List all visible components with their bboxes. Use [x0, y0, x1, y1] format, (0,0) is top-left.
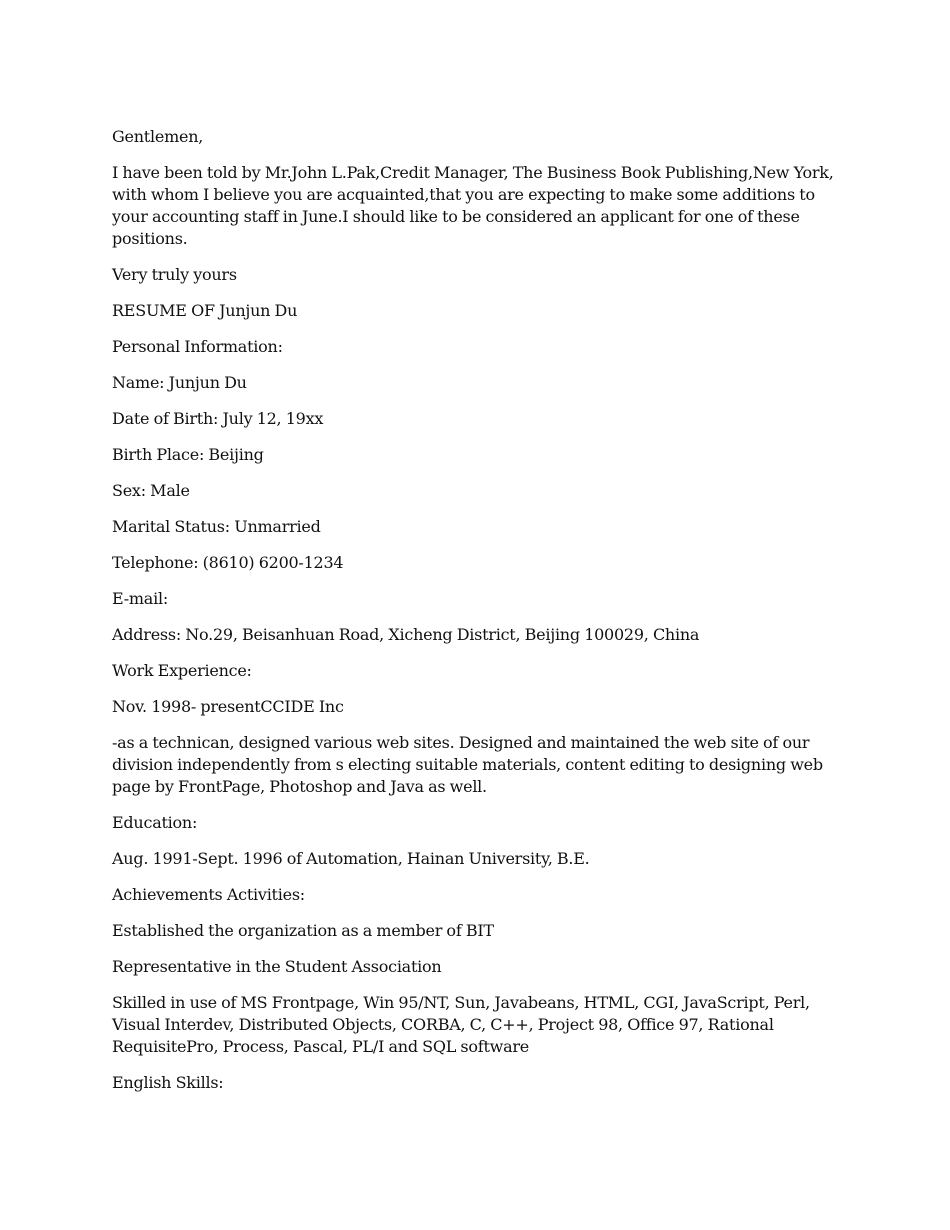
letter-body: I have been told by Mr.John L.Pak,Credit Manager, The Business Book Publishing,New York, with whom I believe you are acquainted,that you are expecting to make some additions to your accounting staff in June.I should like to be considered an applicant for one of these positions.: [112, 163, 834, 248]
achievements-heading: Achievements Activities:: [112, 885, 305, 904]
education-heading: Education:: [112, 813, 198, 832]
personal-info-heading: Personal Information:: [112, 337, 283, 356]
name-line: Name: Junjun Du: [112, 373, 247, 392]
birth-place-line: Birth Place: Beijing: [112, 445, 264, 464]
letter-salutation: Gentlemen,: [112, 127, 204, 146]
letter-closing: Very truly yours: [112, 265, 237, 284]
achievement-item: Established the organization as a member of BIT: [112, 921, 494, 940]
email-line: E-mail:: [112, 589, 168, 608]
telephone-line: Telephone: (8610) 6200-1234: [112, 553, 344, 572]
resume-title: RESUME OF Junjun Du: [112, 301, 298, 320]
date-of-birth-line: Date of Birth: July 12, 19xx: [112, 409, 324, 428]
skills-paragraph: Skilled in use of MS Frontpage, Win 95/NT, Sun, Javabeans, HTML, CGI, JavaScript, Perl, Visual Interdev, Distributed Objects, CORBA, C, C++, Project 98, Office 97, Rational RequisitePro, Process, Pascal, PL/I and SQL software: [112, 993, 810, 1056]
document-page: [112, 126, 847, 1108]
work-period-line: Nov. 1998- presentCCIDE Inc: [112, 697, 344, 716]
marital-status-line: Marital Status: Unmarried: [112, 517, 321, 536]
work-description: -as a technican, designed various web sites. Designed and maintained the web site of our division independently from s electing suitable materials, content editing to designing web page by FrontPage, Photoshop and Java as well.: [112, 733, 823, 796]
address-line: Address: No.29, Beisanhuan Road, Xicheng District, Beijing 100029, China: [112, 625, 700, 644]
english-skills-heading: English Skills:: [112, 1073, 224, 1092]
work-experience-heading: Work Experience:: [112, 661, 252, 680]
education-entry: Aug. 1991-Sept. 1996 of Automation, Hainan University, B.E.: [112, 849, 590, 868]
achievement-item: Representative in the Student Association: [112, 957, 442, 976]
sex-line: Sex: Male: [112, 481, 190, 500]
